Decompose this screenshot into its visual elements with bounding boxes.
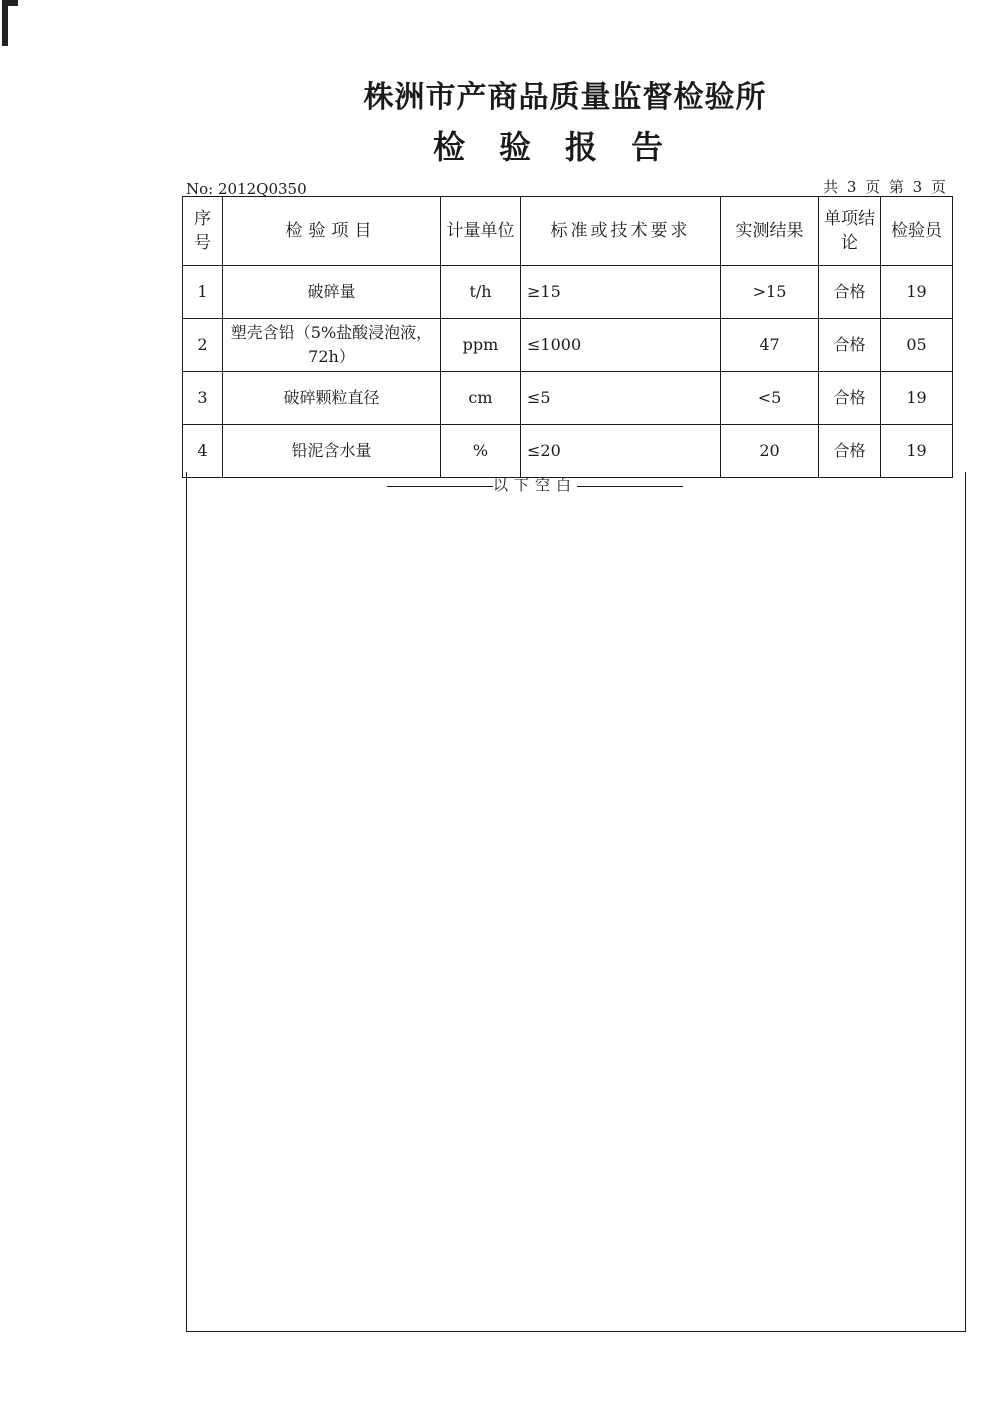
cell-item: 破碎量 <box>223 266 441 319</box>
cell-standard: ≤20 <box>521 425 721 478</box>
table-row <box>183 372 953 425</box>
blank-note-line-right <box>577 486 683 487</box>
cell-inspector: 19 <box>881 266 953 319</box>
scan-corner-mark-vertical <box>2 6 8 46</box>
cell-standard: ≤1000 <box>521 319 721 372</box>
cell-seq: 4 <box>183 425 223 478</box>
cell-inspector: 19 <box>881 372 953 425</box>
blank-note-text: 以下空白 <box>492 476 577 494</box>
cell-conclusion: 合格 <box>819 319 881 372</box>
cell-result: >15 <box>721 266 819 319</box>
col-header-item: 检验项目 <box>223 197 441 266</box>
table-row <box>183 266 953 319</box>
inspection-table <box>182 196 953 478</box>
col-header-standard: 标准或技术要求 <box>521 197 721 266</box>
cell-inspector: 19 <box>881 425 953 478</box>
cell-unit: t/h <box>441 266 521 319</box>
cell-seq: 2 <box>183 319 223 372</box>
blank-note <box>370 474 700 495</box>
cell-standard: ≥15 <box>521 266 721 319</box>
col-header-result: 实测结果 <box>721 197 819 266</box>
blank-area <box>186 472 966 1332</box>
cell-seq: 1 <box>183 266 223 319</box>
table-row <box>183 319 953 372</box>
cell-result: 47 <box>721 319 819 372</box>
table-header-row <box>183 197 953 266</box>
cell-unit: % <box>441 425 521 478</box>
col-header-inspector: 检验员 <box>881 197 953 266</box>
cell-unit: cm <box>441 372 521 425</box>
col-header-seq: 序号 <box>183 197 223 266</box>
cell-item: 破碎颗粒直径 <box>223 372 441 425</box>
organization-title: 株洲市产商品质量监督检验所 <box>363 80 767 115</box>
report-number: No: 2012Q0350 <box>186 180 307 198</box>
cell-conclusion: 合格 <box>819 372 881 425</box>
blank-note-line-left <box>387 486 493 487</box>
table-row <box>183 425 953 478</box>
cell-item: 铅泥含水量 <box>223 425 441 478</box>
report-title: 检验报告 <box>432 128 697 166</box>
cell-seq: 3 <box>183 372 223 425</box>
cell-item: 塑壳含铅（5%盐酸浸泡液，72h） <box>223 319 441 372</box>
page-info: 共 3 页 第 3 页 <box>823 178 948 196</box>
col-header-conclusion: 单项结论 <box>819 197 881 266</box>
cell-conclusion: 合格 <box>819 425 881 478</box>
cell-inspector: 05 <box>881 319 953 372</box>
cell-unit: ppm <box>441 319 521 372</box>
cell-result: <5 <box>721 372 819 425</box>
cell-result: 20 <box>721 425 819 478</box>
cell-standard: ≤5 <box>521 372 721 425</box>
col-header-unit: 计量单位 <box>441 197 521 266</box>
cell-conclusion: 合格 <box>819 266 881 319</box>
